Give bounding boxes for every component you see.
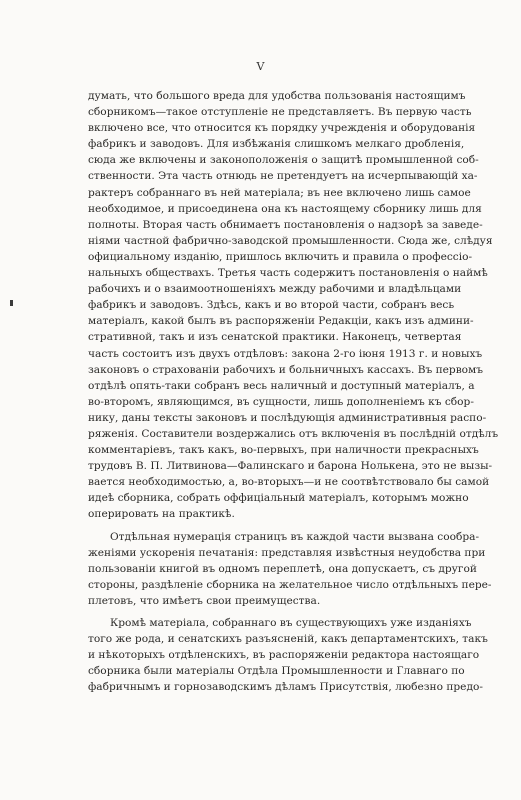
text-line: официальному изданію, пришлось включить и правила о профессіо- (88, 250, 473, 263)
text-line: отдѣлѣ опять-таки собранъ весь наличный и доступный матеріалъ, а (88, 379, 475, 392)
text-line: во-второмъ, являющимся, въ сущности, лишь дополненіемъ къ сбор- (88, 395, 474, 408)
text-line: стративной, такъ и изъ сенатской практики. Наконецъ, четвертая (88, 331, 462, 344)
text-line: полноты. Вторая часть обнимаетъ постановленія о надзорѣ за заведе- (88, 218, 483, 231)
text-line: оперировать на практикѣ. (88, 508, 235, 521)
text-line: фабрикъ и заводовъ. Здѣсь, какъ и во второй части, собранъ весь (88, 299, 455, 312)
text-line: вается необходимостью, а, во-вторыхъ—и не соотвѣтствовало бы самой (88, 476, 490, 489)
text-line: Кромѣ матеріала, собраннаго въ существующихъ уже изданіяхъ (110, 617, 472, 629)
text-line: плетовъ, что имѣетъ свои преимущества. (88, 594, 321, 607)
text-line: законовъ о страхованіи рабочихъ и больничныхъ кассахъ. Въ первомъ (88, 363, 484, 376)
text-line: необходимое, и присоединена она къ настоящему сборнику лишь для (88, 202, 482, 215)
paragraph (88, 615, 488, 695)
text-line: нику, даны тексты законовъ и послѣдующія административныя распо- (88, 411, 487, 424)
text-line: комментаріевъ, такъ какъ, во-первыхъ, при наличности прекрасныхъ (88, 444, 479, 457)
text-line: того же рода, и сенатскихъ разъясненій, какъ департаментскихъ, такъ (88, 633, 488, 646)
text-line: ственности. Эта часть отнюдь не претендуетъ на исчерпывающій ха- (88, 170, 478, 183)
text-line: рабочихъ и о взаимоотношеніяхъ между рабочими и владѣльцами (88, 283, 462, 296)
text-line: Отдѣльная нумерація страницъ въ каждой части вызвана сообра- (110, 530, 480, 543)
text-line: трудовъ В. П. Литвинова—Фалинскаго и барона Нолькена, это не вызы- (88, 460, 493, 473)
text-line: ніями частной фабрично-заводской промышленности. Сюда же, слѣдуя (88, 234, 493, 247)
text-line: фабричнымъ и горнозаводскимъ дѣламъ Присутствія, любезно предо- (88, 681, 483, 694)
text-line: матеріалъ, какой былъ въ распоряженіи Редакціи, какъ изъ админи- (88, 315, 474, 328)
text-line: ряженія. Составители воздержались отъ включенія въ послѣдній отдѣлъ (88, 427, 499, 440)
paragraph (88, 529, 492, 609)
text-line: сюда же включены и законоположенія о защитѣ промышленной соб- (88, 154, 479, 167)
text-line: рактеръ собраннаго въ ней матеріала; въ нее включено лишь самое (88, 186, 471, 199)
text-line: часть состоитъ изъ двухъ отдѣловъ: закона 2-го іюня 1913 г. и новыхъ (88, 347, 483, 360)
paragraph (88, 88, 499, 523)
margin-mark (10, 300, 13, 306)
text-line: нальныхъ обществахъ. Третья часть содержитъ постановленія о наймѣ (88, 267, 488, 280)
text-line: сборника были матеріалы Отдѣла Промышленности и Главнаго по (88, 665, 465, 678)
text-line: фабрикъ и заводовъ. Для избѣжанія слишкомъ мелкаго дробленія, (88, 138, 465, 151)
page-number: V (256, 60, 265, 73)
text-line: включено все, что относится къ порядку учрежденія и оборудованія (88, 122, 476, 135)
text-line: думать, что большого вреда для удобства пользованія настоящимъ (88, 90, 466, 102)
text-line: стороны, раздѣленіе сборника на желательное число отдѣльныхъ пере- (88, 578, 492, 591)
text-line: и нѣкоторыхъ отдѣленскихъ, въ распоряженіи редактора настоящаго (88, 649, 480, 662)
text-line: пользованіи книгой въ одномъ переплетѣ, она допускаетъ, съ другой (88, 562, 477, 575)
text-line: сборникомъ—такое отступленіе не представляетъ. Въ первую часть (88, 106, 472, 119)
body-text (88, 88, 499, 695)
text-line: женіями ускоренія печатанія: представляя извѣстныя неудобства при (88, 546, 486, 559)
text-line: идеѣ сборника, собрать оффиціальный матеріалъ, которымъ можно (88, 492, 469, 505)
